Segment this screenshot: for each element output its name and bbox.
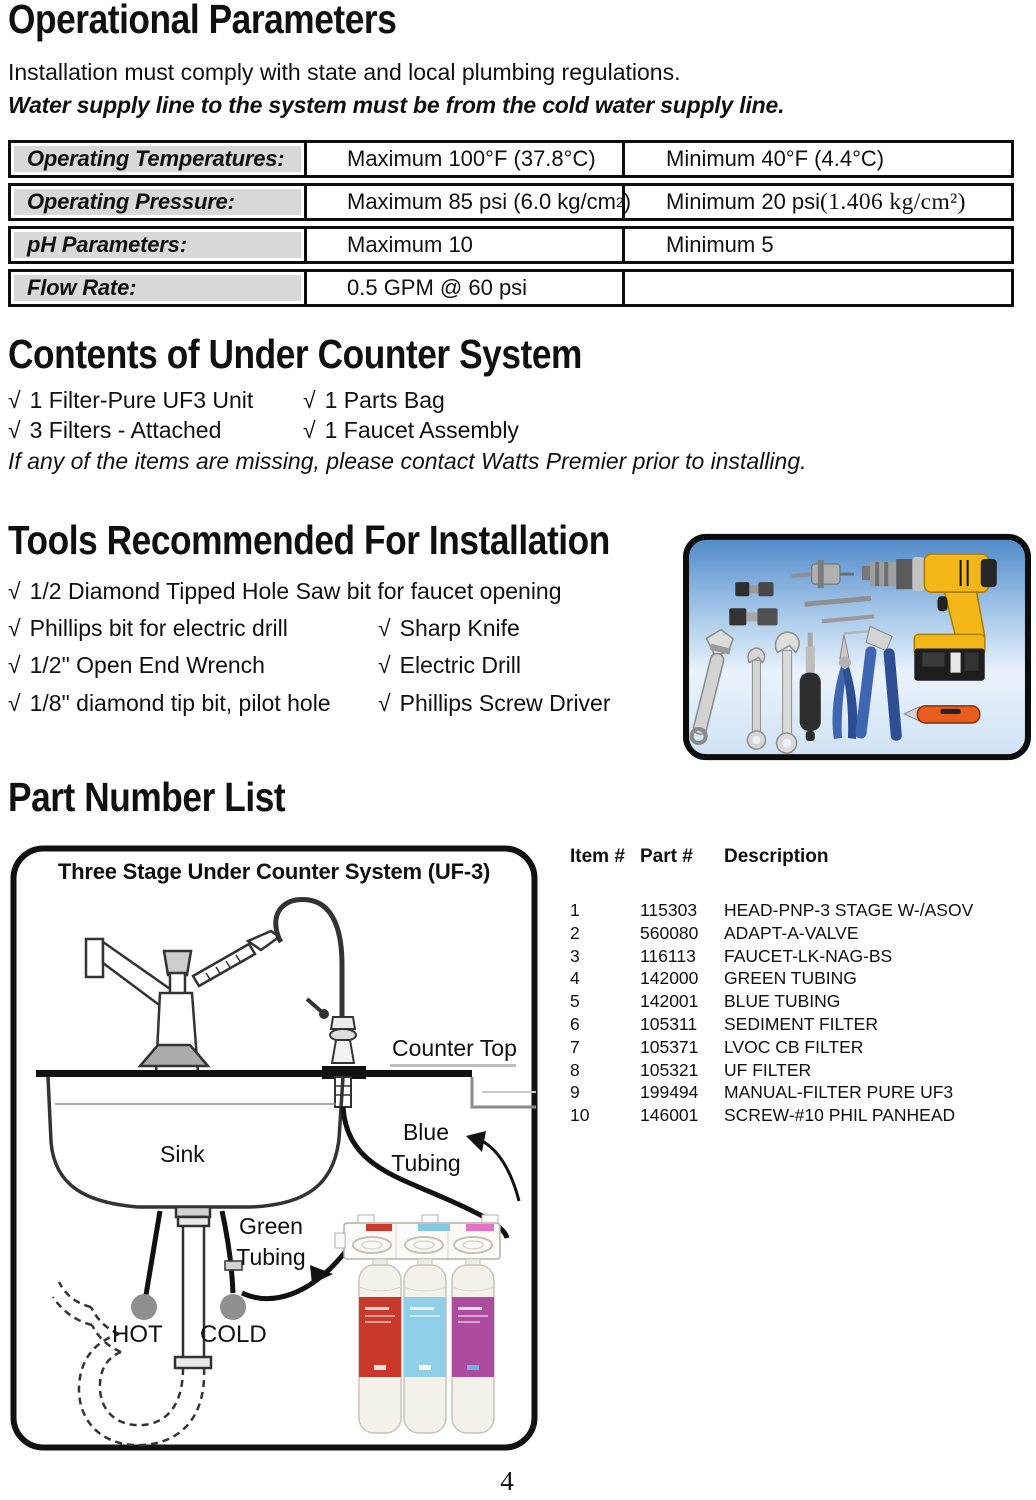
list-item: √ Sharp Knife bbox=[378, 615, 520, 641]
table-row bbox=[8, 226, 1014, 264]
tools-photo bbox=[683, 533, 1031, 761]
checkmark-icon: √ bbox=[378, 690, 391, 716]
table-header bbox=[570, 846, 1020, 868]
table-row bbox=[8, 183, 1014, 221]
tools-photo-illustration bbox=[683, 533, 1031, 761]
row-label: Flow Rate: bbox=[14, 275, 301, 301]
contents-heading: Contents of Under Counter System bbox=[8, 331, 582, 377]
intro-warning-text: Water supply line to the system must be from the cold water supply line. bbox=[8, 92, 785, 118]
checkmark-icon: √ bbox=[8, 417, 21, 443]
page-title: Operational Parameters bbox=[8, 0, 397, 42]
red-stage-tag bbox=[366, 1224, 392, 1231]
max-value: Maximum 10 bbox=[307, 229, 625, 261]
column-header-description: Description bbox=[724, 846, 829, 867]
max-value: Maximum 85 psi (6.0 kg/cm 2 ) bbox=[307, 186, 625, 218]
table-row: 8 105321 UF FILTER bbox=[570, 1059, 812, 1080]
table-row bbox=[8, 140, 1014, 178]
green-tubing-label: Green Tubing bbox=[236, 1213, 306, 1270]
checkmark-icon: √ bbox=[8, 652, 21, 678]
column-header-item: Item # bbox=[570, 846, 625, 867]
battery-pack-icon bbox=[914, 634, 984, 680]
uf-filter-cartridge bbox=[452, 1259, 494, 1433]
table-row: 2 560080 ADAPT-A-VALVE bbox=[570, 922, 859, 943]
table-row: 7 105371 LVOC CB FILTER bbox=[570, 1036, 864, 1057]
checkmark-icon: √ bbox=[303, 387, 316, 413]
list-item: √ 1 Parts Bag bbox=[303, 387, 445, 413]
pink-stage-tag bbox=[466, 1224, 494, 1231]
list-item: √ 1/8" diamond tip bit, pilot hole bbox=[8, 690, 331, 716]
part-number-table bbox=[570, 846, 1020, 1127]
table-row: 10 146001 SCREW-#10 PHIL PANHEAD bbox=[570, 1105, 956, 1126]
intro-text: Installation must comply with state and local plumbing regulations. bbox=[8, 59, 681, 85]
row-label: pH Parameters: bbox=[14, 232, 301, 258]
list-item: √ Phillips bit for electric drill bbox=[8, 615, 288, 641]
operational-parameters-table bbox=[8, 140, 1014, 312]
hot-label: HOT bbox=[112, 1321, 163, 1348]
under-counter-system-diagram bbox=[10, 845, 538, 1451]
page-number: 4 bbox=[500, 1466, 514, 1496]
blue-tubing-label: Blue Tubing bbox=[391, 1119, 461, 1176]
list-item: √ 1/2" Open End Wrench bbox=[8, 652, 265, 678]
checkmark-icon: √ bbox=[378, 652, 391, 678]
table-row: 4 142000 GREEN TUBING bbox=[570, 968, 857, 989]
min-value: Minimum 20 psi (1.406 kg/cm²) bbox=[666, 188, 966, 215]
checkmark-icon: √ bbox=[8, 615, 21, 641]
cold-label: COLD bbox=[200, 1321, 267, 1348]
tools-heading: Tools Recommended For Installation bbox=[8, 517, 610, 563]
blue-stage-tag bbox=[418, 1224, 450, 1231]
max-value: 0.5 GPM @ 60 psi bbox=[307, 272, 625, 304]
diagram-title: Three Stage Under Counter System (UF-3) bbox=[57, 859, 491, 884]
table-row: 1 115303 HEAD-PNP-3 STAGE W-/ASOV bbox=[570, 900, 974, 920]
list-item: √ 1 Faucet Assembly bbox=[303, 417, 519, 443]
row-label: Operating Pressure: bbox=[14, 189, 301, 215]
parts-heading: Part Number List bbox=[8, 774, 286, 820]
sediment-filter-cartridge bbox=[359, 1259, 401, 1433]
table-row: 5 142001 BLUE TUBING bbox=[570, 991, 841, 1012]
max-value: Maximum 100°F (37.8°C) bbox=[307, 143, 625, 175]
checkmark-icon: √ bbox=[303, 417, 316, 443]
sink-label: Sink bbox=[160, 1141, 205, 1167]
column-header-part: Part # bbox=[640, 846, 693, 867]
list-item: √ 3 Filters - Attached bbox=[8, 417, 222, 443]
checkmark-icon: √ bbox=[378, 615, 391, 641]
filter-unit-drawing bbox=[335, 1215, 500, 1433]
list-item: √ 1/2 Diamond Tipped Hole Saw bit for faucet opening bbox=[8, 578, 562, 604]
checkmark-icon: √ bbox=[8, 578, 21, 604]
carbon-filter-cartridge bbox=[404, 1259, 446, 1433]
min-value bbox=[625, 272, 1011, 304]
table-row: 6 105311 SEDIMENT FILTER bbox=[570, 1013, 878, 1034]
min-value: Minimum 5 bbox=[666, 232, 774, 257]
cold-valve bbox=[220, 1294, 246, 1320]
table-row: 9 199494 MANUAL-FILTER PURE UF3 bbox=[570, 1082, 954, 1103]
table-row: 3 116113 FAUCET-LK-NAG-BS bbox=[570, 945, 893, 966]
min-value: Minimum 40°F (4.4°C) bbox=[666, 146, 885, 171]
table-row bbox=[8, 269, 1014, 307]
checkmark-icon: √ bbox=[8, 690, 21, 716]
list-item: √ 1 Filter-Pure UF3 Unit bbox=[8, 387, 254, 413]
counter-top-label: Counter Top bbox=[392, 1035, 517, 1061]
hot-valve bbox=[131, 1294, 157, 1320]
list-item: √ Phillips Screw Driver bbox=[378, 690, 611, 716]
missing-items-note: If any of the items are missing, please contact Watts Premier prior to installing. bbox=[8, 448, 807, 474]
list-item: √ Electric Drill bbox=[378, 652, 522, 678]
row-label: Operating Temperatures: bbox=[14, 146, 301, 172]
checkmark-icon: √ bbox=[8, 387, 21, 413]
